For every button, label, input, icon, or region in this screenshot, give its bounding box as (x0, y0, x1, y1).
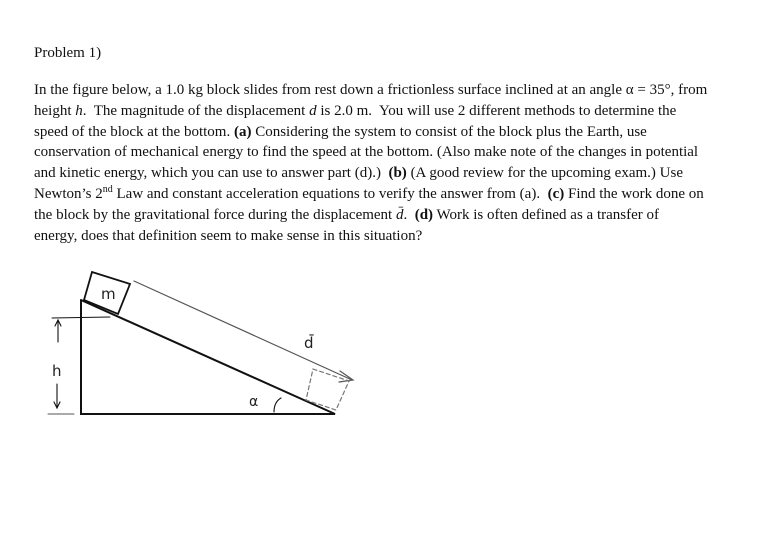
text-segment: Considering the system to consist of the block plus the Earth, use (251, 123, 647, 140)
text-segment: is 2.0 m. You will use 2 different methods to determine the (316, 102, 677, 119)
height-arrow-up-icon (55, 320, 61, 342)
mass-label: m (101, 285, 116, 303)
text-segment: speed of the block at the bottom. (34, 123, 234, 140)
text-segment: h (75, 102, 83, 119)
text-segment: the block by the gravitational force during the displacement (34, 206, 396, 223)
part-label: (d) (414, 206, 434, 223)
incline-triangle (81, 300, 335, 414)
part-label: (c) (547, 185, 565, 202)
text-segment: nd (102, 183, 113, 195)
text-segment: Find the work done on (564, 185, 704, 202)
part-label: (b) (388, 165, 407, 182)
height-label: h (52, 362, 62, 380)
text-segment: Work is often defined as a transfer of (433, 206, 659, 223)
text-segment: . The magnitude of the displacement (82, 102, 310, 119)
part-label: (a) (233, 123, 252, 140)
angle-label: α (249, 394, 259, 410)
text-segment: conservation of mechanical energy to find the speed at the bottom. (Also make note of the changes in potential (34, 144, 699, 161)
text-segment: (A good review for the upcoming exam.) Use (406, 165, 683, 182)
problem-title: Problem 1) (34, 45, 102, 61)
text-segment: In the figure below, a 1.0 kg block slides from rest down a frictionless surface inclined at an angle α = 35°, from (34, 82, 708, 98)
displacement-label: d̄ (304, 334, 314, 352)
angle-arc (274, 398, 281, 412)
text-segment: and kinetic energy, which you can use to answer part (d).) (34, 165, 389, 182)
height-top-tick (52, 317, 110, 318)
text-segment: Newton’s 2 (34, 185, 103, 202)
text-segment: d̄ (395, 206, 404, 223)
text-segment: energy, does that definition seem to make sense in this situation? (34, 227, 423, 244)
text-segment: . (403, 206, 415, 223)
text-segment: height (34, 102, 76, 119)
displacement-vector-line (134, 281, 352, 380)
text-segment: Law and constant acceleration equations to verify the answer from (a). (112, 185, 548, 202)
text-segment: d (309, 102, 317, 119)
height-arrow-down-icon (54, 384, 60, 408)
